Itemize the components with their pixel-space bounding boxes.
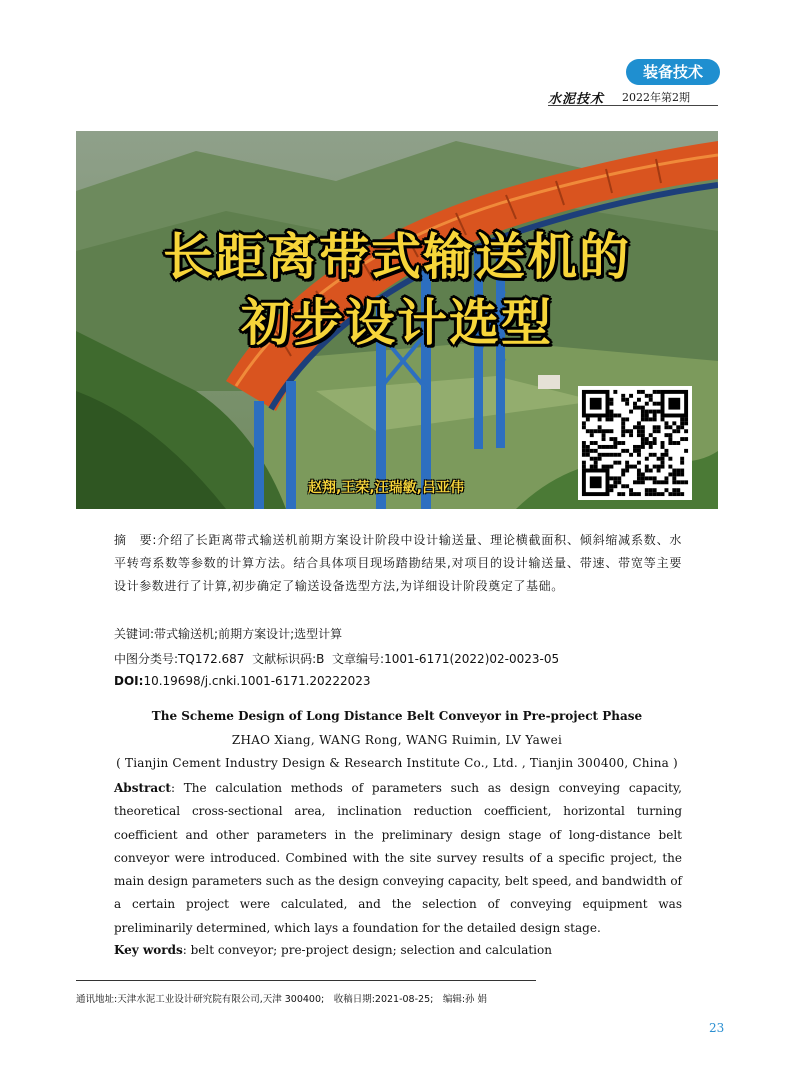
classification-line (114, 650, 559, 667)
footer-info: 通讯地址:天津水泥工业设计研究院有限公司,天津 300400; 收稿日期:2021-08-25; 编辑:孙 娟 (76, 994, 488, 1005)
footer-rule (76, 980, 536, 981)
article-no-value: 1001-6171(2022)02-0023-05 (384, 652, 560, 666)
authors-chinese: 赵翔,王荣,汪瑞敏,吕亚伟 (308, 480, 464, 496)
keywords-chinese (114, 625, 342, 642)
issue-label: 2022年第2期 (622, 91, 690, 104)
abstract-cn-label: 摘 要: (114, 533, 158, 547)
hero-title-line2: 初步设计选型 (241, 294, 553, 352)
doi-line (114, 674, 371, 688)
doc-code-value: B (316, 652, 325, 666)
english-abstract-text: : The calculation methods of parameters such as design conveying capacity, theoretical cross-sectional area, inclination reduction coefficient, horizontal turning coefficient and other parameters in the preliminary design stage of long-distance belt conveyor were introduced. Combined with the site survey results of a specific project, the main design parameters such as the design conveying capacity, belt speed, and bandwidth of a certain project were calculated, and the selection of conveying equipment was preliminarily determined, which lays a foundation for the detailed design stage. (114, 781, 682, 935)
keywords-cn-label: 关键词: (114, 627, 155, 641)
english-keywords-label: Key words (114, 943, 183, 957)
header-rule (548, 105, 718, 106)
article-no-label: 文章编号: (332, 652, 385, 666)
english-keywords (114, 943, 552, 957)
doc-code-label: 文献标识码: (252, 652, 317, 666)
page-number: 23 (709, 1021, 725, 1035)
clc-label: 中图分类号: (114, 652, 179, 666)
english-title: The Scheme Design of Long Distance Belt Conveyor in Pre-project Phase (151, 709, 643, 723)
section-badge: 装备技术 (626, 59, 720, 85)
journal-name: 水泥技术 (548, 92, 605, 107)
english-abstract (114, 777, 682, 940)
abstract-cn-text: 介绍了长距离带式输送机前期方案设计阶段中设计输送量、理论横截面积、倾斜缩减系数、水平转弯系数等参数的计算方法。结合具体项目现场踏勘结果,对项目的设计输送量、带速、带宽等主要设计参数进行了计算,初步确定了输送设备选型方法,为详细设计阶段奠定了基础。 (114, 533, 682, 593)
english-authors: ZHAO Xiang, WANG Rong, WANG Ruimin, LV Yawei (231, 733, 563, 747)
abstract-chinese (114, 529, 682, 598)
english-affiliation: ( Tianjin Cement Industry Design & Research Institute Co., Ltd. , Tianjin 300400, China ) (116, 756, 678, 770)
clc-value: TQ172.687 (178, 652, 245, 666)
hero-image (76, 131, 718, 509)
doi-label: DOI: (114, 674, 144, 688)
qr-code-icon (578, 386, 692, 500)
english-keywords-text: : belt conveyor; pre-project design; selection and calculation (182, 943, 552, 957)
keywords-cn-text: 带式输送机;前期方案设计;选型计算 (154, 627, 343, 641)
hero-title-line1: 长距离带式输送机的 (163, 228, 631, 286)
doi-value: 10.19698/j.cnki.1001-6171.20222023 (143, 674, 371, 688)
english-abstract-label: Abstract (114, 781, 171, 795)
